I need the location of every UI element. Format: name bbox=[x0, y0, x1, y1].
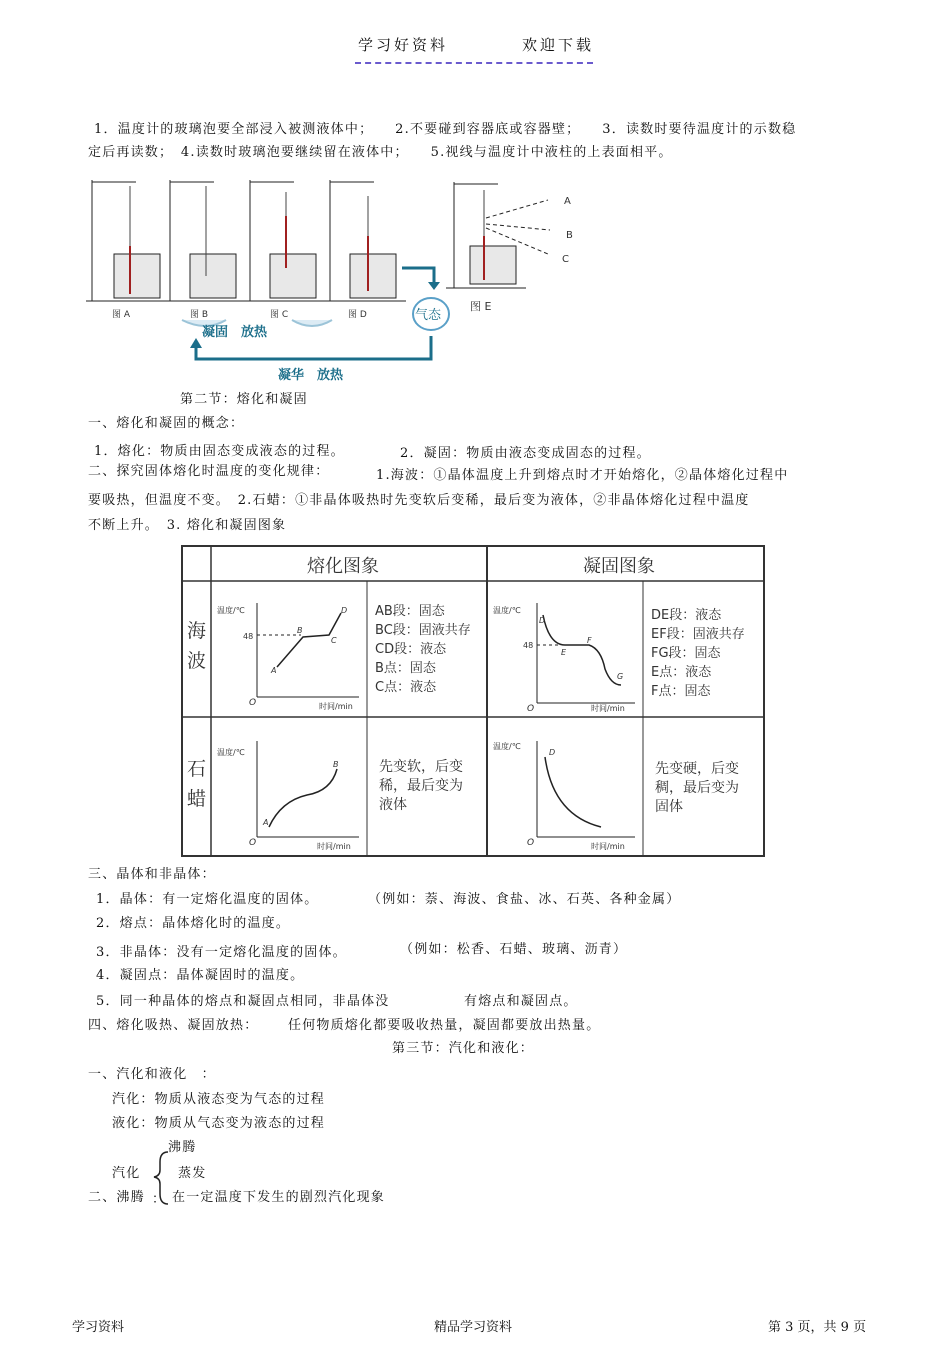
section3-h4-detail: 任何物质熔化都要吸收热量，凝固都要放出热量。 bbox=[288, 1018, 601, 1033]
footer-page-number: 第 3 页，共 9 页 bbox=[768, 1320, 867, 1335]
mark48-1: 48 bbox=[243, 632, 254, 641]
wax-melt-desc-2: 稀，最后变为 bbox=[379, 778, 463, 794]
wax-melt-desc-3: 液体 bbox=[379, 797, 407, 813]
haibo-freeze-desc-4: E点：液态 bbox=[651, 665, 712, 680]
solidify-label: 凝固 放热 bbox=[202, 325, 268, 340]
deposit-label: 凝华 放热 bbox=[278, 368, 344, 383]
origin-1: O bbox=[249, 698, 257, 708]
melt-point-a: A bbox=[271, 666, 277, 675]
thermometer-figure bbox=[86, 176, 606, 386]
col-header-freeze: 凝固图象 bbox=[583, 556, 655, 577]
footer-left: 学习资料 bbox=[72, 1320, 125, 1335]
stand-b bbox=[164, 180, 246, 301]
axis-y-2: 温度/℃ bbox=[493, 606, 521, 615]
wax-point-b: B bbox=[333, 760, 339, 769]
wax-freeze-point-d: D bbox=[549, 748, 556, 757]
section3-item3-example: （例如：松香、石蜡、玻璃、沥青） bbox=[400, 942, 628, 957]
notes-line-1: 1．温度计的玻璃泡要全部浸入被测液体中； 2.不要碰到容器底或容器壁； 3．读数时要待温度计的示数稳 bbox=[94, 122, 797, 137]
notes-line-2: 定后再读数； 4.读数时玻璃泡要继续留在液体中； 5.视线与温度计中液柱的上表面相平。 bbox=[88, 145, 673, 160]
origin-4: O bbox=[527, 838, 535, 848]
section2-p1b: 2．凝固：物质由液态变成固态的过程。 bbox=[400, 446, 651, 461]
evaporation-label: 蒸发 bbox=[178, 1166, 207, 1181]
sight-label-a: A bbox=[564, 196, 571, 207]
section3-item3: 3．非晶体：没有一定熔化温度的固体。 bbox=[96, 945, 347, 960]
col-header-melt: 熔化图象 bbox=[307, 556, 379, 577]
sight-label-b: B bbox=[566, 230, 573, 241]
stand-e bbox=[446, 182, 550, 288]
row-header-wax-2: 蜡 bbox=[187, 788, 207, 810]
freeze-point-f: F bbox=[587, 636, 592, 645]
section2-title: 第二节：熔化和凝固 bbox=[180, 392, 308, 407]
haibo-melt-desc-4: B点：固态 bbox=[375, 661, 436, 676]
axis-x-2: 时间/min bbox=[591, 704, 625, 713]
section4-h2-colon: ： bbox=[152, 1192, 167, 1207]
haibo-freeze-desc-2: EF段：固液共存 bbox=[651, 627, 745, 642]
axis-x-3: 时间/min bbox=[317, 842, 351, 851]
melt-point-c: C bbox=[331, 636, 337, 645]
section3-h3: 三、晶体和非晶体： bbox=[88, 867, 216, 882]
section4-h1: 一、汽化和液化 ： bbox=[88, 1067, 216, 1082]
fig-label-e: 图 E bbox=[470, 300, 492, 313]
footer-center: 精品学习资料 bbox=[434, 1320, 513, 1335]
fig-label-a: 图 A bbox=[112, 310, 131, 320]
fig-label-d: 图 D bbox=[348, 310, 367, 320]
fig-label-c: 图 C bbox=[270, 310, 289, 320]
header-right: 欢迎下载 bbox=[522, 36, 595, 54]
boiling-label: 沸腾 bbox=[168, 1140, 197, 1155]
freeze-point-g: G bbox=[617, 672, 624, 681]
header-divider bbox=[355, 62, 593, 64]
row-header-wax-1: 石 bbox=[187, 758, 207, 780]
wax-freeze-desc-2: 稠，最后变为 bbox=[655, 780, 739, 796]
sight-label-c: C bbox=[562, 254, 569, 265]
row-header-haibo-1: 海 bbox=[187, 620, 207, 642]
axis-x-4: 时间/min bbox=[591, 842, 625, 851]
haibo-freeze-desc-5: F点：固态 bbox=[651, 684, 711, 699]
wax-melt-desc-1: 先变软，后变 bbox=[379, 759, 463, 775]
stand-a bbox=[86, 180, 168, 301]
boiling-definition: 在一定温度下发生的剧烈汽化现象 bbox=[172, 1190, 386, 1205]
liquefaction-def: 液化：物质从气态变为液态的过程 bbox=[112, 1116, 326, 1131]
gas-state-label: 气态 bbox=[415, 308, 442, 323]
header-left: 学习好资料 bbox=[358, 36, 449, 54]
axis-x-1: 时间/min bbox=[319, 702, 353, 711]
fig-label-b: 图 B bbox=[190, 310, 209, 320]
haibo-melt-desc-3: CD段：液态 bbox=[375, 642, 447, 657]
vaporization-def: 汽化：物质从液态变为气态的过程 bbox=[112, 1092, 326, 1107]
melt-point-b: B bbox=[297, 626, 303, 635]
haibo-melt-desc-5: C点：液态 bbox=[375, 680, 437, 695]
melt-point-d: D bbox=[341, 606, 348, 615]
haibo-freeze-desc-1: DE段：液态 bbox=[651, 608, 722, 623]
axis-y-4: 温度/℃ bbox=[493, 742, 521, 751]
haibo-melt-desc-1: AB段：固态 bbox=[375, 604, 445, 619]
section2-p1a: 1．熔化：物质由固态变成液态的过程。 bbox=[94, 444, 345, 459]
section2-p2a: 1.海波：①晶体温度上升到熔点时才开始熔化，②晶体熔化过程中 bbox=[376, 468, 789, 483]
wax-point-a: A bbox=[263, 818, 269, 827]
haibo-melt-desc-2: BC段：固液共存 bbox=[375, 623, 471, 638]
section3-item2: 2．熔点：晶体熔化时的温度。 bbox=[96, 916, 291, 931]
vaporization-label: 汽化 bbox=[112, 1166, 141, 1181]
stand-d bbox=[324, 180, 406, 301]
freeze-point-d: D bbox=[539, 616, 546, 625]
section3-item4: 4．凝固点：晶体凝固时的温度。 bbox=[96, 968, 305, 983]
section2-h2: 二、探究固体熔化时温度的变化规律： bbox=[88, 464, 330, 479]
section2-h1: 一、熔化和凝固的概念： bbox=[88, 416, 245, 431]
axis-y-1: 温度/℃ bbox=[217, 606, 245, 615]
haibo-freeze-desc-3: FG段：固态 bbox=[651, 646, 721, 661]
origin-2: O bbox=[527, 704, 535, 714]
axis-y-3: 温度/℃ bbox=[217, 748, 245, 757]
section3-h4: 四、熔化吸热、凝固放热： bbox=[88, 1018, 259, 1033]
section2-p2c: 不断上升。 3. 熔化和凝固图象 bbox=[88, 518, 287, 533]
wax-freeze-desc-1: 先变硬，后变 bbox=[655, 761, 739, 777]
stand-c bbox=[244, 180, 326, 301]
section3-item1: 1．晶体：有一定熔化温度的固体。 bbox=[96, 892, 319, 907]
mark48-2: 48 bbox=[523, 641, 534, 650]
row-header-haibo-2: 波 bbox=[187, 650, 207, 672]
section3-item1-example: （例如：萘、海波、食盐、冰、石英、各种金属） bbox=[368, 892, 681, 907]
melt-freeze-table bbox=[181, 545, 765, 857]
section3-item5a: 5．同一种晶体的熔点和凝固点相同，非晶体没 bbox=[96, 994, 390, 1009]
wax-freeze-desc-3: 固体 bbox=[655, 799, 683, 815]
section2-p2b: 要吸热，但温度不变。 2.石蜡：①非晶体吸热时先变软后变稀，最后变为液体，②非晶体熔化过程中温度 bbox=[88, 493, 750, 508]
origin-3: O bbox=[249, 838, 257, 848]
section4-title: 第三节：汽化和液化： bbox=[392, 1041, 535, 1056]
section3-item5b: 有熔点和凝固点。 bbox=[464, 994, 578, 1009]
freeze-point-e: E bbox=[561, 648, 567, 657]
section4-h2: 二、沸腾 bbox=[88, 1190, 145, 1205]
